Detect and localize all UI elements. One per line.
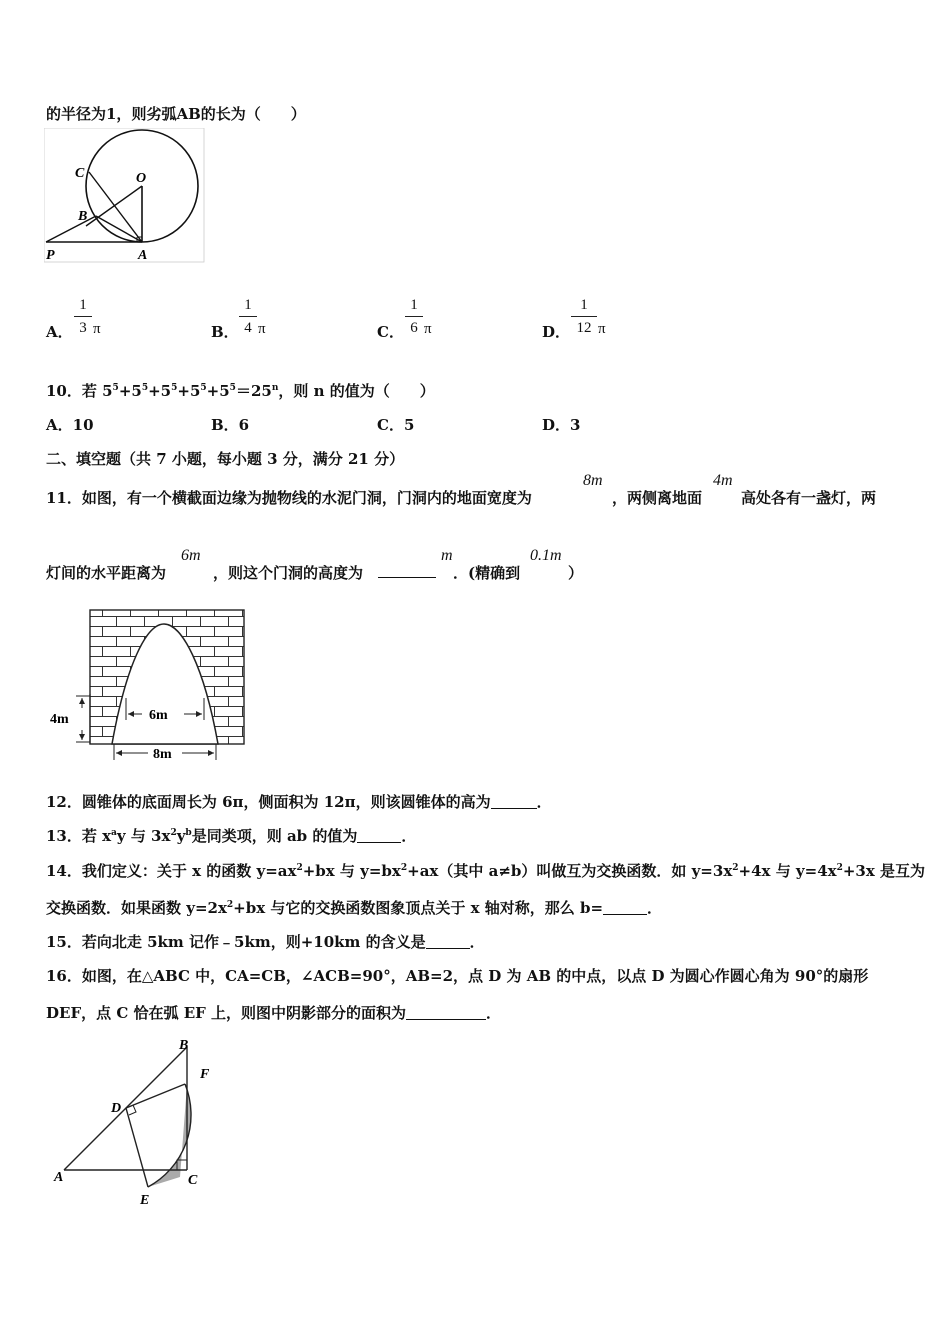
q11-lamp-height: 4m	[713, 472, 733, 489]
q16-label-b: B	[179, 1038, 189, 1053]
q13-text: 13．若 $x^ay$ 与 $3x^2y^b$是同类项，则 ab 的值为 ．	[46, 827, 417, 845]
q11-fig-label-8m: 8m	[153, 747, 172, 762]
q16-label-a: A	[54, 1170, 64, 1185]
q11-line1-b: ，两侧离地面	[612, 489, 703, 507]
q9-label-p: P	[46, 248, 55, 263]
q11-figure	[46, 606, 250, 764]
q16-line1: 16．如图，在△ABC 中，CA=CB，∠ACB=90°，AB=2，点 D 为 AB 的中点，以点 D 为圆心作圆心角为 90°的扇形	[46, 967, 869, 985]
q11-line1-a: 11．如图，有一个横截面边缘为抛物线的水泥门洞，门洞内的地面宽度为	[46, 489, 532, 507]
q15-text: 15．若向北走 5km 记作﹣5km，则+10km 的含义是 ．	[46, 933, 485, 951]
section-heading: 二、填空题（共 7 小题，每小题 3 分，满分 21 分）	[46, 450, 405, 468]
q16-label-f: F	[200, 1067, 210, 1082]
q16-label-d: D	[111, 1101, 122, 1116]
q11-line1-c: 高处各有一盏灯，两	[741, 489, 877, 507]
q14-line2: 交换函数．如果函数 $y=2x^2+bx$ 与它的交换函数图象顶点关于 x 轴对称，那么 b= ．	[46, 899, 663, 917]
q9-option-b-letter: B．	[211, 323, 239, 341]
q12-text: 12．圆锥体的底面周长为 6π，侧面积为 12π，则该圆锥体的高为 ．	[46, 793, 552, 811]
q9-option-d-letter: D．	[542, 323, 571, 341]
q15-answer-blank	[426, 934, 470, 949]
q9-option-d-fraction: 1 12	[571, 296, 597, 337]
q11-line2-a: 灯间的水平距离为	[46, 564, 167, 582]
q9-label-b: B	[78, 209, 88, 224]
q9-option-c-letter: C．	[377, 323, 404, 341]
q16-label-c: C	[188, 1173, 198, 1188]
q11-fig-label-4m: 4m	[50, 712, 69, 727]
q16-label-e: E	[140, 1193, 150, 1208]
q16-figure	[48, 1034, 224, 1210]
q11-width-8m: 8m	[583, 472, 603, 489]
q9-option-a-letter: A．	[46, 323, 73, 341]
q11-unit: m	[441, 547, 453, 564]
q11-lamp-distance: 6m	[181, 547, 201, 564]
q13-answer-blank	[357, 828, 401, 843]
q9-label-a: A	[138, 248, 148, 263]
q12-answer-blank	[491, 794, 537, 809]
q10-option-a: A．10	[46, 416, 94, 434]
q11-line2-c: ．(精确到	[453, 564, 521, 582]
q9-option-a-fraction: 1 3	[74, 296, 92, 337]
q9-option-d-pi: π	[598, 321, 606, 337]
q11-line2-b: ，则这个门洞的高度为	[213, 564, 364, 582]
q10-option-b: B．6	[211, 416, 250, 434]
q9-option-b-fraction: 1 4	[239, 296, 257, 337]
q9-option-a-pi: π	[93, 321, 101, 337]
q9-text: 的半径为1，则劣弧AB的长为（ ）	[46, 105, 306, 123]
q9-figure	[44, 128, 208, 264]
q9-label-o: O	[136, 171, 147, 186]
q11-fig-label-6m: 6m	[149, 708, 168, 723]
q16-line2: DEF，点 C 恰在弧 EF 上，则图中阴影部分的面积为 ．	[46, 1004, 502, 1022]
q11-line2-d: ）	[568, 564, 584, 582]
q10-text: 10．若 $5^5+5^5+5^5+5^5+5^5=25^n$，则 n 的值为（ ）	[46, 382, 435, 400]
q10-option-d: D．3	[542, 416, 581, 434]
q16-answer-blank	[406, 1005, 486, 1020]
q11-precision: 0.1m	[530, 547, 562, 564]
q14-line1: 14．我们定义：关于 x 的函数 $y=ax^2+bx$ 与 $y=bx^2+ax$（其中 a≠b）叫做互为交换函数．如 $y=3x^2+4x$ 与 $y=4x^2+3x$ 是互为	[46, 862, 926, 880]
q11-answer-blank	[378, 563, 436, 578]
q9-option-c-fraction: 1 6	[405, 296, 423, 337]
q10-option-c: C．5	[377, 416, 415, 434]
q9-option-c-pi: π	[424, 321, 432, 337]
q14-answer-blank	[603, 900, 647, 915]
q9-label-c: C	[75, 166, 85, 181]
q9-option-b-pi: π	[258, 321, 266, 337]
